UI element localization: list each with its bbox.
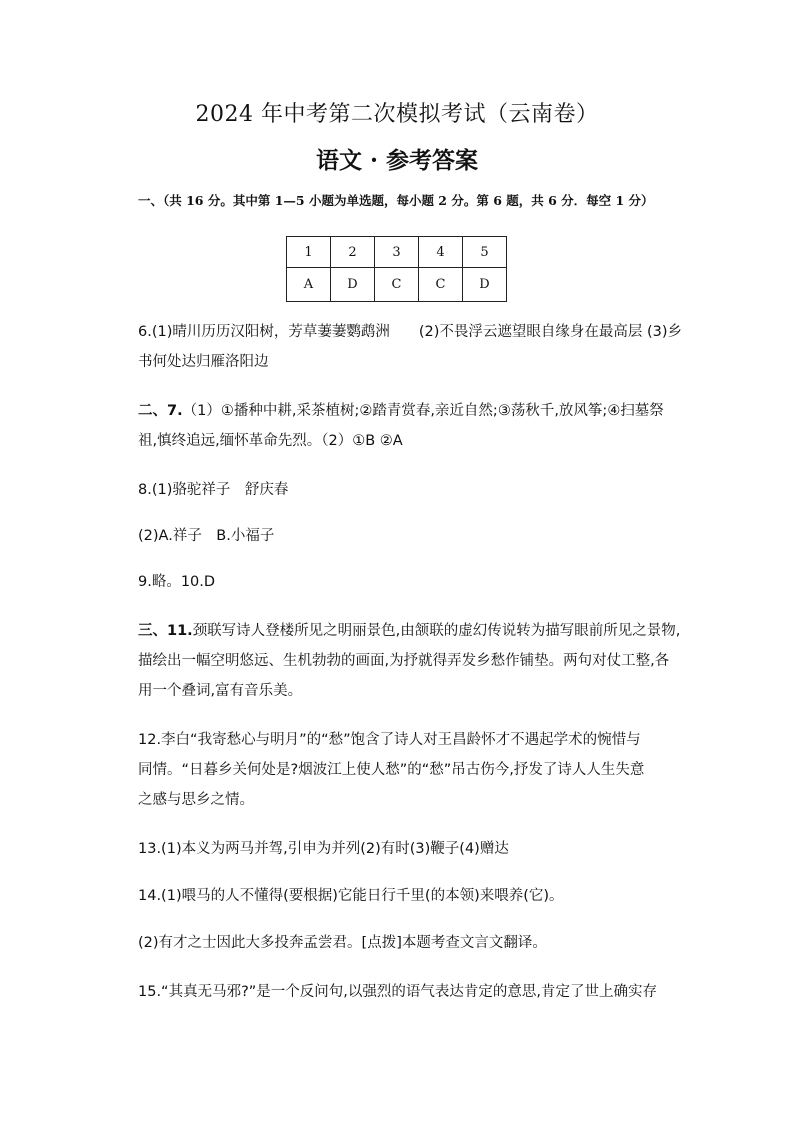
q7-answer-text: （1）①播种中耕,采茶植树;②踏青赏春,亲近自然;③荡秋千,放风筝;④扫墓祭 xyxy=(182,403,664,419)
q12-answer-line-1: 12.李白“我寄愁心与明月”的“愁”饱含了诗人对王昌龄怀才不遇起学术的惋惜与 xyxy=(138,732,641,748)
question-number-cell: 3 xyxy=(375,237,419,268)
answer-cell: D xyxy=(463,268,507,302)
question-number-cell: 5 xyxy=(463,237,507,268)
question-number-cell: 4 xyxy=(419,237,463,268)
answer-cell: C xyxy=(419,268,463,302)
section-three-prefix: 三、11. xyxy=(138,623,193,639)
answer-table-answer-row xyxy=(287,268,507,302)
q7-answer-line-2: 祖,慎终追远,缅怀革命先烈。（2）①B ②A xyxy=(138,433,403,449)
q11-answer-text: 颈联写诗人登楼所见之明丽景色,由颔联的虚幻传说转为描写眼前所见之景物, xyxy=(192,623,681,639)
answer-cell: D xyxy=(331,268,375,302)
q11-answer-line-2: 描绘出一幅空明悠远、生机勃勃的画面,为抒就得弄发乡愁作铺垫。两句对仗工整,各 xyxy=(138,653,670,669)
q6-answer-line-1: 6.(1)晴川历历汉阳树，芳草萋萋鹦鹉洲 (2)不畏浮云遮望眼自缘身在最高层 (3)乡 xyxy=(138,324,683,340)
q15-answer-line-1: 15.“其真无马邪?”是一个反问句,以强烈的语气表达肯定的意思,肯定了世上确实存 xyxy=(138,984,657,1000)
q8-answer-line-2: (2)A.祥子 B.小福子 xyxy=(138,528,275,544)
q8-answer-line-1: 8.(1)骆驼祥子 舒庆春 xyxy=(138,482,289,498)
q12-answer-line-3: 之感与思乡之情。 xyxy=(138,792,254,808)
section-one-heading: 一、（共 16 分。其中第 1—5 小题为单选题，每小题 2 分。第 6 题，共 6 分．每空 1 分） xyxy=(138,193,654,208)
section-two-prefix: 二、7. xyxy=(138,403,183,419)
question-number-cell: 2 xyxy=(331,237,375,268)
question-number-cell: 1 xyxy=(287,237,331,268)
q7-answer-line-1 xyxy=(138,397,724,425)
page-subtitle: 语文 · 参考答案 xyxy=(315,147,479,174)
q12-answer-line-2: 同情。“日暮乡关何处是?烟波江上使人愁”的“愁”吊古伤今,抒发了诗人人生失意 xyxy=(138,762,645,778)
q9-q10-answer: 9.略。10.D xyxy=(138,574,216,590)
q11-answer-line-3: 用一个叠词,富有音乐美。 xyxy=(138,683,303,699)
q11-answer-line-1 xyxy=(138,617,724,645)
page-title: 2024 年中考第二次模拟考试（云南卷） xyxy=(195,102,599,127)
q6-answer-line-2: 书何处达归雁洛阳边 xyxy=(138,354,269,370)
q14-answer-line-2: (2)有才之士因此大多投奔孟尝君。[点拨]本题考查文言文翻译。 xyxy=(138,935,547,951)
q14-answer-line-1: 14.(1)喂马的人不懂得(要根据)它能日行千里(的本领)来喂养(它)。 xyxy=(138,888,564,904)
answer-cell: C xyxy=(375,268,419,302)
answer-cell: A xyxy=(287,268,331,302)
q13-answer: 13.(1)本义为两马并驾,引申为并列(2)有时(3)鞭子(4)赠达 xyxy=(138,841,509,857)
answer-table-number-row xyxy=(287,237,507,268)
answer-table xyxy=(286,236,507,302)
